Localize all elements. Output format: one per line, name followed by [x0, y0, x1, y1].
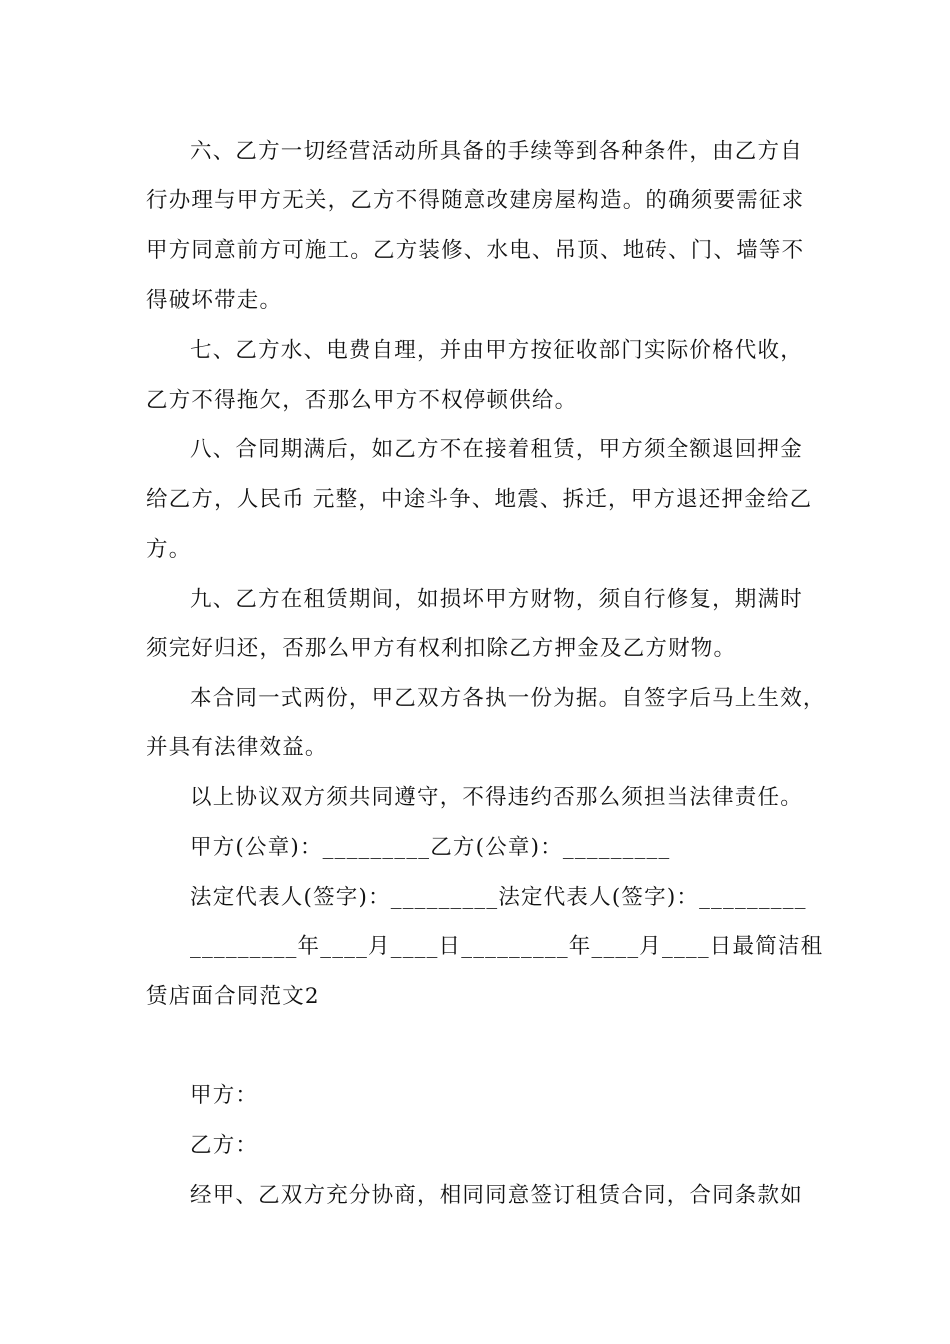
paragraph-6-line-1: 六、乙方一切经营活动所具备的手续等到各种条件，由乙方自 [190, 139, 803, 164]
paragraph-6-line-2: 行办理与甲方无关，乙方不得随意改建房屋构造。的确须要需征求 [146, 188, 805, 213]
paragraph-8-line-2: 给乙方，人民币 元整，中途斗争、地震、拆迁，甲方退还押金给乙 [146, 487, 813, 512]
paragraph-8-line-1: 八、合同期满后，如乙方不在接着租赁，甲方须全额退回押金 [190, 437, 803, 462]
copies-clause-line-1: 本合同一式两份，甲乙双方各执一份为据。自签字后马上生效， [190, 686, 826, 711]
paragraph-9-line-1: 九、乙方在租赁期间，如损坏甲方财物，须自行修复，期满时 [190, 587, 803, 612]
copies-clause-line-2: 并具有法律效益。 [146, 735, 328, 760]
next-contract-title: 赁店面合同范文2 [146, 984, 320, 1009]
party-a-label: 甲方： [190, 1083, 259, 1108]
party-b-label: 乙方： [190, 1133, 259, 1158]
paragraph-9-line-2: 须完好归还，否那么甲方有权利扣除乙方押金及乙方财物。 [146, 636, 737, 661]
paragraph-6-line-4: 得破坏带走。 [146, 288, 283, 313]
seal-line: 甲方(公章)：_________乙方(公章)：_________ [190, 835, 671, 860]
preamble-line-1: 经甲、乙双方充分协商，相同同意签订租赁合同，合同条款如 [190, 1183, 803, 1208]
paragraph-7-line-2: 乙方不得拖欠，否那么甲方不权停顿供给。 [146, 388, 578, 413]
paragraph-8-line-3: 方。 [146, 537, 192, 562]
representative-signature-line: 法定代表人(签字)：_________法定代表人(签字)：_________ [190, 885, 807, 910]
compliance-clause: 以上协议双方须共同遵守，不得违约否那么须担当法律责任。 [190, 785, 803, 810]
date-line: _________年____月____日_________年____月____日最简洁租 [190, 934, 824, 959]
paragraph-7-line-1: 七、乙方水、电费自理，并由甲方按征收部门实际价格代收， [190, 338, 803, 363]
paragraph-6-line-3: 甲方同意前方可施工。乙方装修、水电、吊顶、地砖、门、墙等不 [146, 238, 805, 263]
